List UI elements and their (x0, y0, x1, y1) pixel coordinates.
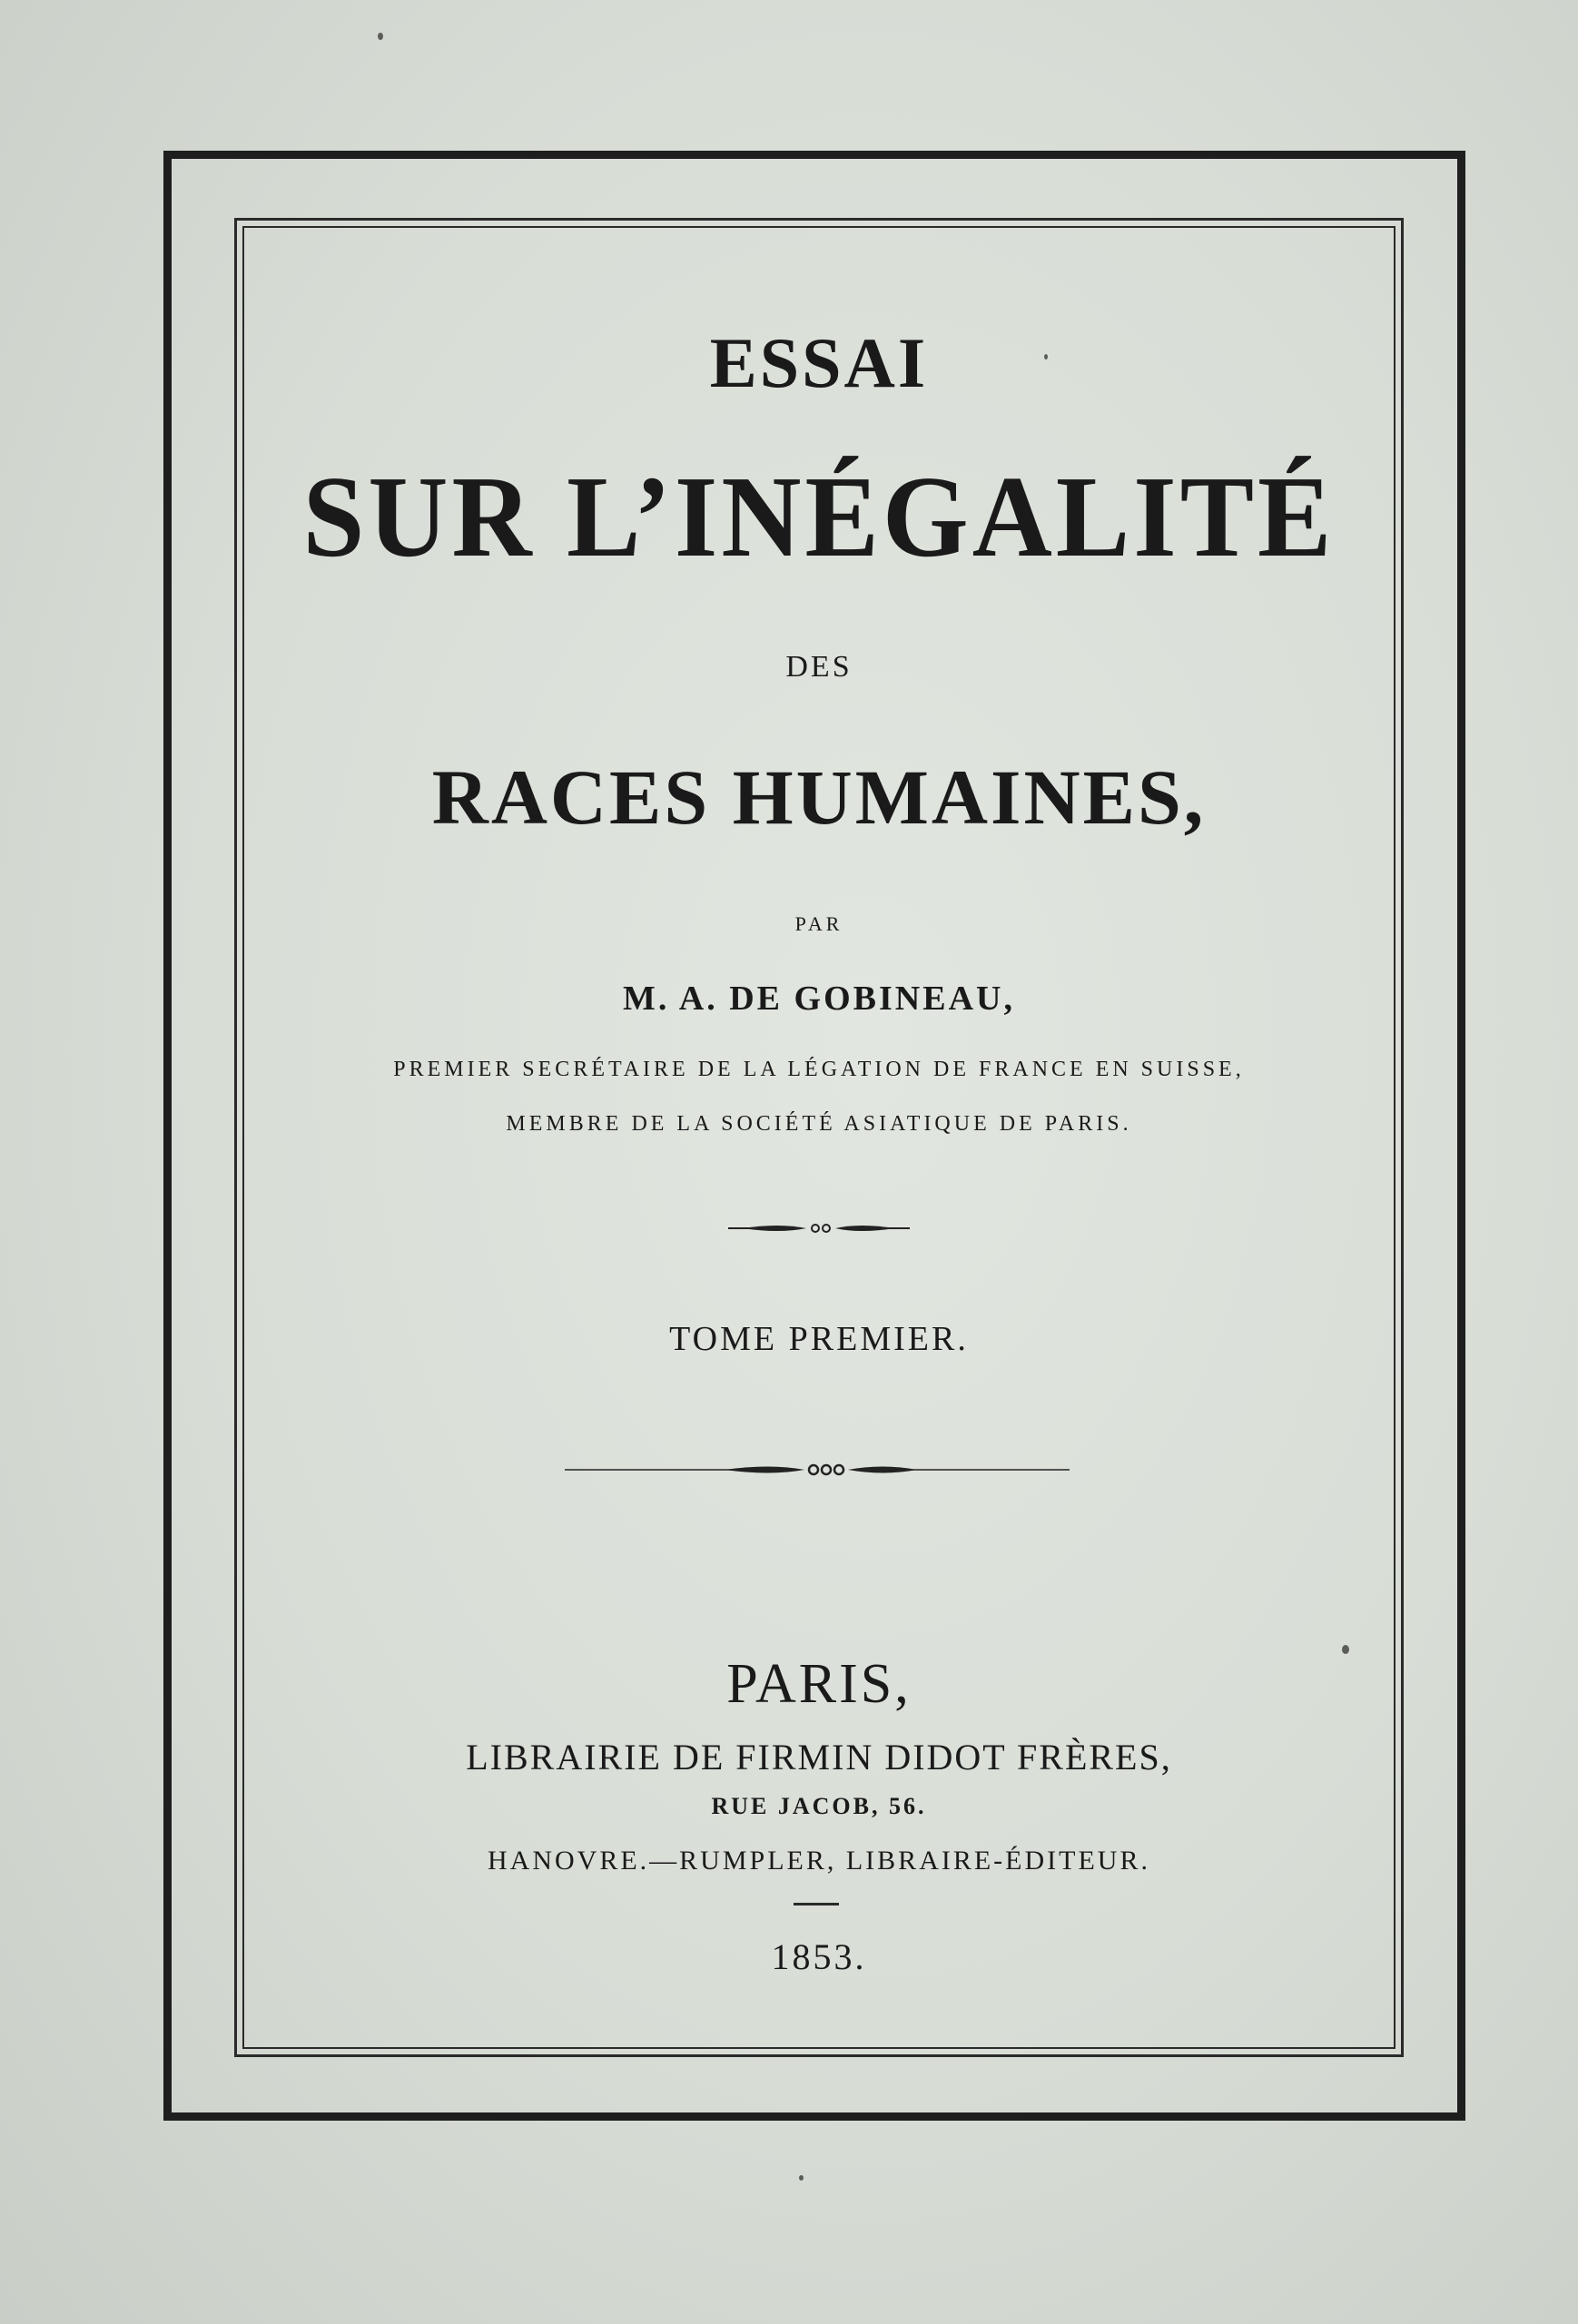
volume-label: TOME PREMIER. (669, 1320, 969, 1358)
by-label: PAR (794, 912, 843, 935)
paper-speck (1342, 1645, 1349, 1654)
imprint-dash (794, 1903, 839, 1905)
author-role-line1: PREMIER SECRÉTAIRE DE LA LÉGATION DE FRANCE EN SUISSE, (393, 1058, 1245, 1081)
publication-year: 1853. (771, 1936, 867, 1977)
title-line-essai: ESSAI (709, 323, 929, 402)
author-role-line2: MEMBRE DE LA SOCIÉTÉ ASIATIQUE DE PARIS. (506, 1112, 1132, 1136)
small-ornament-rule (234, 1215, 1404, 1242)
publisher-address: RUE JACOB, 56. (711, 1793, 927, 1819)
title-line-races: RACES HUMAINES, (431, 753, 1207, 841)
author-name: M. A. DE GOBINEAU, (623, 980, 1015, 1018)
title-line-main: SUR L’INÉGALITÉ (302, 452, 1336, 582)
large-ornament-rule (234, 1456, 1404, 1483)
city-imprint: PARIS, (726, 1653, 912, 1715)
paper-speck (799, 2175, 804, 2181)
co-publisher: HANOVRE.—RUMPLER, LIBRAIRE-ÉDITEUR. (488, 1846, 1150, 1876)
paper-speck (378, 33, 383, 40)
title-line-des: DES (785, 650, 853, 684)
publisher-name: LIBRAIRIE DE FIRMIN DIDOT FRÈRES, (466, 1737, 1172, 1777)
paper-speck (1044, 354, 1048, 359)
